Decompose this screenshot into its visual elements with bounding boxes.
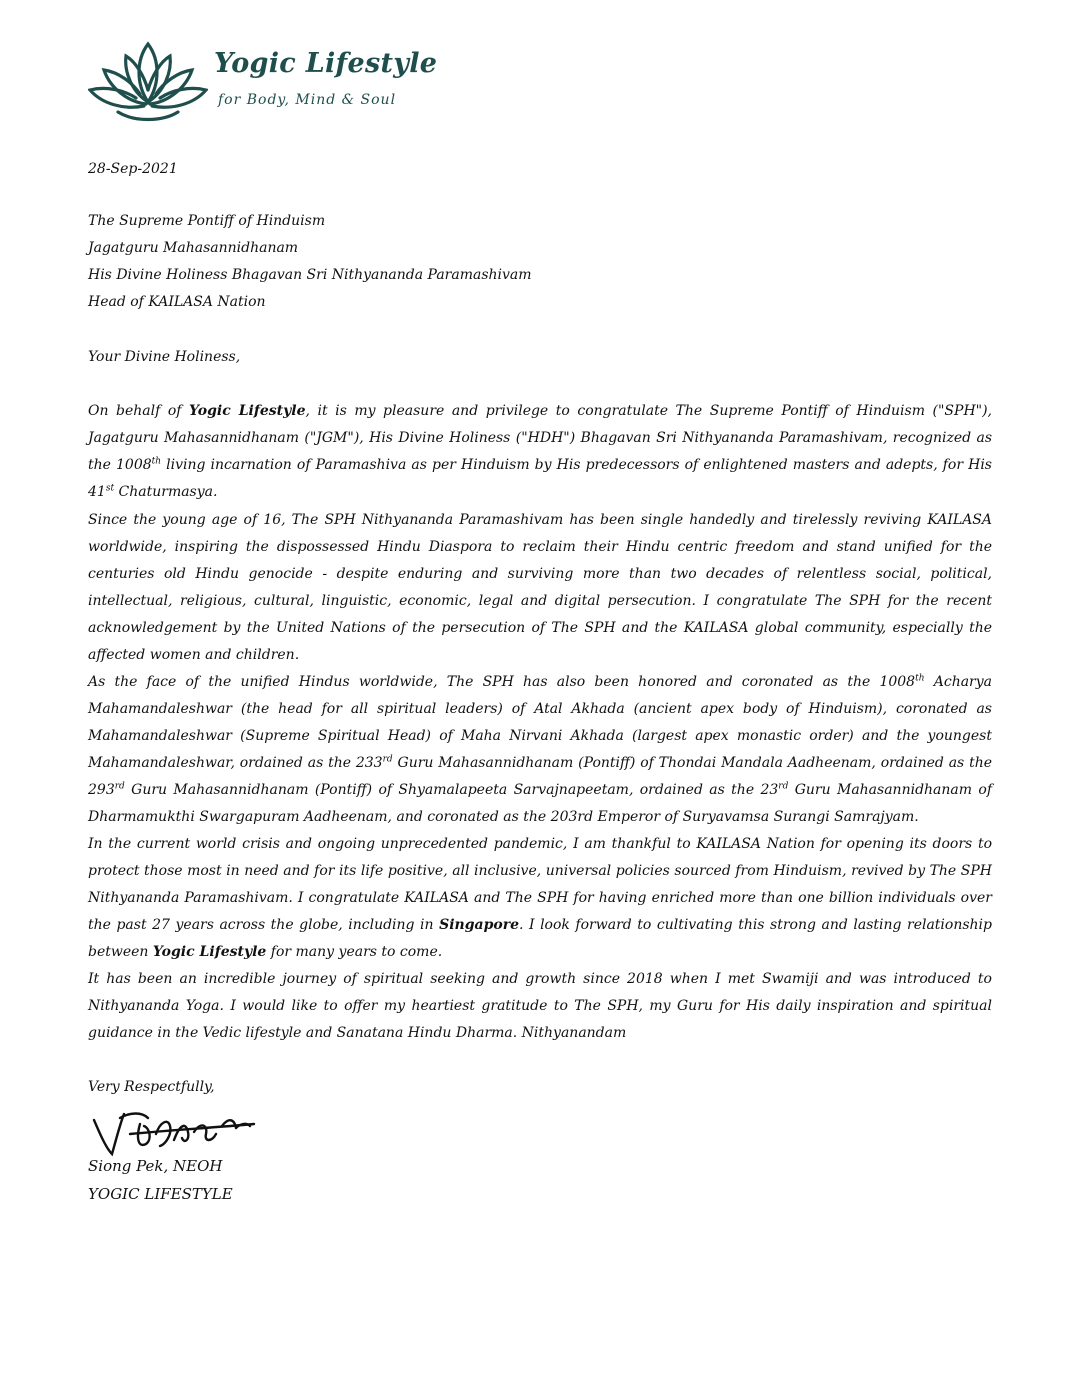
closing: Very Respectfully, — [88, 1079, 215, 1095]
recipient-address — [88, 208, 992, 316]
signer-organization: YOGIC LIFESTYLE — [88, 1185, 233, 1203]
salutation: Your Divine Holiness, — [88, 349, 241, 365]
paragraph-4: In the current world crisis and ongoing unprecedented pandemic, I am thankful to KAILASA Nation for opening its doors to protect those most in need and for its life positive, all inclusive, universal policies sourced from Hinduism, revived by The SPH Nithyananda Paramashivam. I congratulate KAILASA and The SPH for having enriched more than one billion individuals over the past 27 years across the globe, including in Singapore. I look forward to cultivating this strong and lasting relationship between Yogic Lifestyle for many years to come. — [88, 836, 992, 960]
recipient-line: The Supreme Pontiff of Hinduism — [88, 213, 326, 229]
org-name: Yogic Lifestyle — [152, 944, 267, 960]
paragraph-3: As the face of the unified Hindus worldwide, The SPH has also been honored and coronated as the 1008th Acharya Mahamandaleshwar (the head for all spiritual leaders) of Atal Akhada (ancient apex body of Hinduism), coronated as Mahamandaleshwar (Supreme Spiritual Head) of Maha Nirvani Akhada (largest apex monastic order) and the youngest Mahamandaleshwar, ordained as the 233rd Guru Mahasannidhanam (Pontiff) of Thondai Mandala Aadheenam, ordained as the 293rd Guru Mahasannidhanam (Pontiff) of Shyamalapeeta Sarvajnapeetam, ordained as the 23rd Guru Mahasannidhanam of Dharmamukthi Swargapuram Aadheenam, and coronated as the 203rd Emperor of Suryavamsa Surangi Samrajyam. — [88, 673, 993, 825]
recipient-line: Jagatguru Mahasannidhanam — [88, 240, 299, 256]
paragraph-2: Since the young age of 16, The SPH Nithyananda Paramashivam has been single handedly and tirelessly reviving KAILASA worldwide, inspiring the dispossessed Hindu Diaspora to reclaim their Hindu centric freedom and stand unified for the centuries old Hindu genocide - despite enduring and surviving more than two decades of relentless social, political, intellectual, religious, cultural, linguistic, economic, legal and digital persecution. I congratulate The SPH for the recent acknowledgement by the United Nations of the persecution of The SPH and the KAILASA global community, especially the affected women and children. — [88, 512, 992, 663]
letter-date: 28-Sep-2021 — [88, 161, 178, 177]
org-name: Yogic Lifestyle — [188, 403, 306, 419]
recipient-line: His Divine Holiness Bhagavan Sri Nithyananda Paramashivam — [88, 267, 532, 283]
place-name: Singapore — [439, 917, 519, 933]
signer-block — [88, 1152, 233, 1208]
signer-name: Siong Pek, NEOH — [88, 1157, 223, 1175]
letterhead-logo — [88, 32, 438, 132]
recipient-line: Head of KAILASA Nation — [88, 294, 266, 310]
paragraph-5: It has been an incredible journey of spiritual seeking and growth since 2018 when I met Swamiji and was introduced to Nithyananda Yoga. I would like to offer my heartiest gratitude to The SPH, my Guru for His daily inspiration and spiritual guidance in the Vedic lifestyle and Sanatana Hindu Dharma. Nithyanandam — [88, 971, 992, 1041]
lotus-icon — [88, 32, 208, 127]
brand-tagline: for Body, Mind & Soul — [218, 92, 397, 108]
paragraph-1: On behalf of Yogic Lifestyle, it is my pleasure and privilege to congratulate The Supreme Pontiff of Hinduism ("SPH"), Jagatguru Mahasannidhanam ("JGM"), His Divine Holiness ("HDH") Bhagavan Sri Nithyananda Paramashivam, recognized as the 1008th living incarnation of Paramashiva as per Hinduism by His predecessors of enlightened masters and adepts, for His 41st Chaturmasya. — [88, 403, 992, 500]
brand-title: Yogic Lifestyle — [214, 48, 438, 79]
